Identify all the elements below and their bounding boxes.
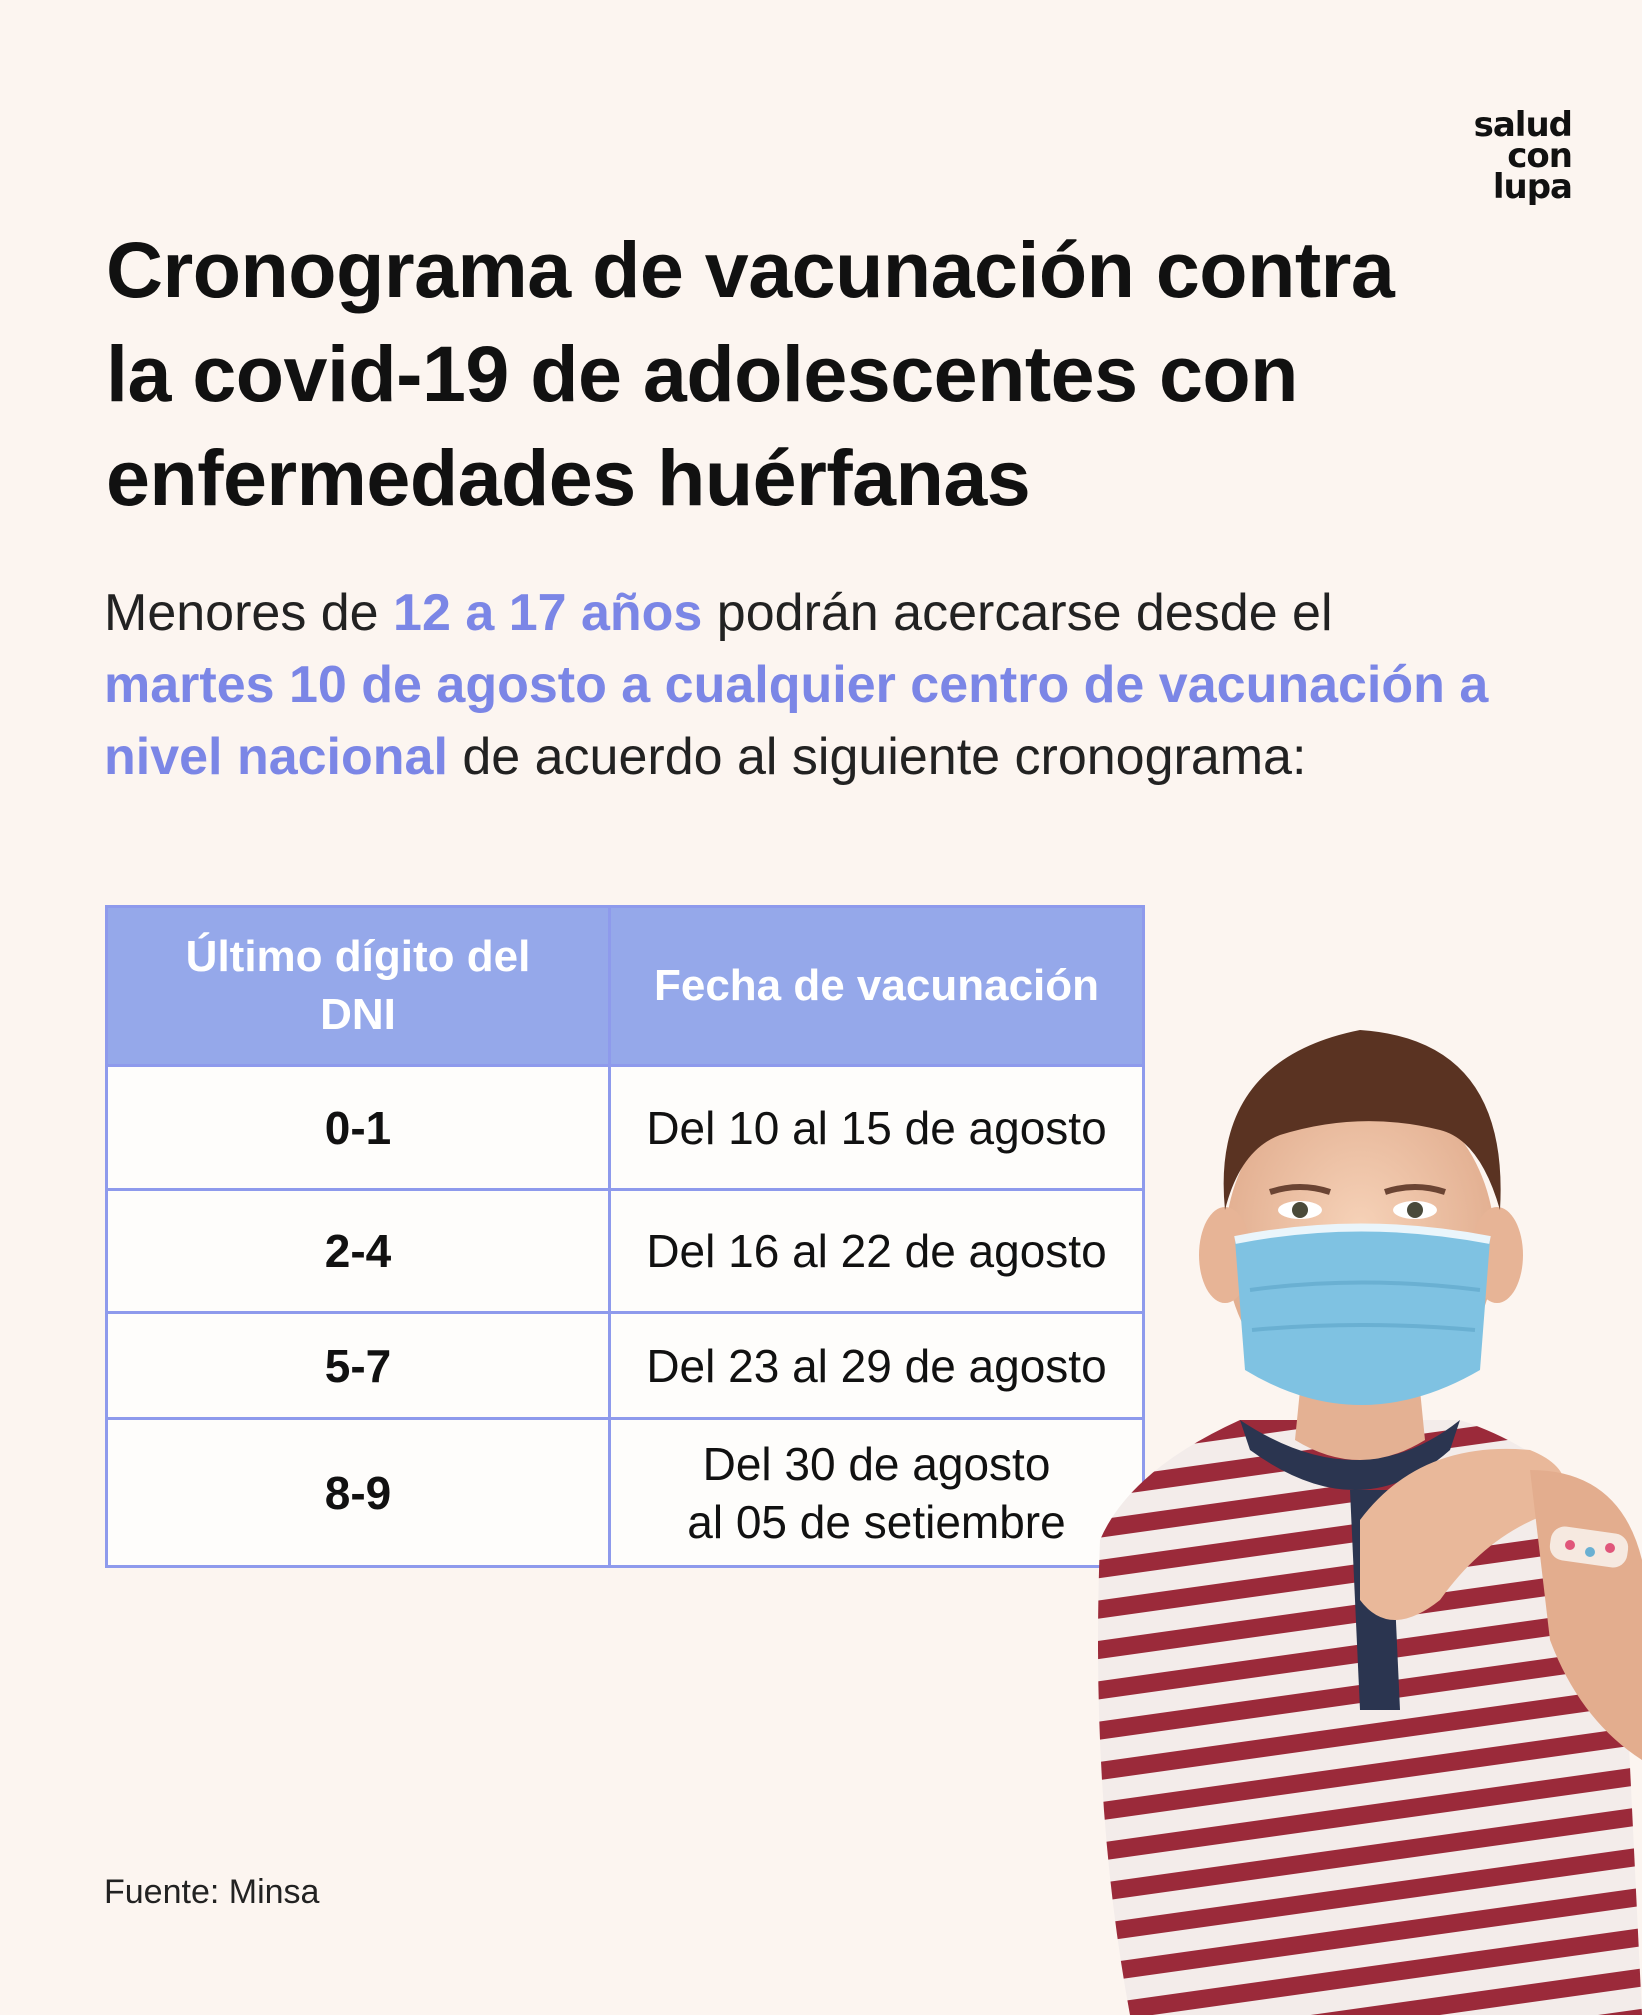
date-text: Del 30 de agosto xyxy=(702,1437,1051,1490)
intro-text: de acuerdo al siguiente cronograma: xyxy=(447,728,1307,786)
page-title: Cronograma de vacunación contra la covid-19 de adolescentes con enfermedades huérfanas xyxy=(106,225,1395,522)
brand-logo xyxy=(1452,105,1572,207)
source-credit: Fuente: Minsa xyxy=(104,1873,320,1911)
intro-text: podrán acercarse desde el xyxy=(702,584,1333,642)
intro-text: Menores de xyxy=(104,584,394,642)
left-pupil xyxy=(1292,1202,1308,1218)
header-digit: Último dígito del DNI xyxy=(107,907,610,1066)
vaccination-schedule-table xyxy=(105,905,1145,1568)
face-mask xyxy=(1235,1228,1490,1406)
intro-highlight-date: martes 10 de agosto a cualquier centro de vacunación a nivel nacional xyxy=(104,656,1489,786)
table-row xyxy=(107,1190,1144,1313)
digit-cell: 0-1 xyxy=(107,1066,610,1190)
intro-highlight-age: 12 a 17 años xyxy=(393,584,703,642)
date-text: al 05 de setiembre xyxy=(687,1495,1066,1548)
logo-line: salud xyxy=(1473,105,1572,145)
intro-paragraph xyxy=(104,577,1504,793)
table-row xyxy=(107,1313,1144,1419)
date-text: Del 16 al 22 de agosto xyxy=(646,1225,1107,1277)
digit-cell: 8-9 xyxy=(107,1419,610,1567)
digit-cell: 5-7 xyxy=(107,1313,610,1419)
table-row xyxy=(107,1066,1144,1190)
logo-line: con xyxy=(1507,136,1572,176)
table-header-row xyxy=(107,907,1144,1066)
boy-with-mask-illustration xyxy=(1060,1000,1642,2015)
logo-line: lupa xyxy=(1492,167,1572,207)
right-pupil xyxy=(1407,1202,1423,1218)
digit-cell: 2-4 xyxy=(107,1190,610,1313)
date-text: Del 23 al 29 de agosto xyxy=(646,1339,1107,1392)
table-row xyxy=(107,1419,1144,1567)
header-date: Fecha de vacunación xyxy=(610,907,1144,1066)
date-text: Del 10 al 15 de agosto xyxy=(646,1101,1107,1154)
